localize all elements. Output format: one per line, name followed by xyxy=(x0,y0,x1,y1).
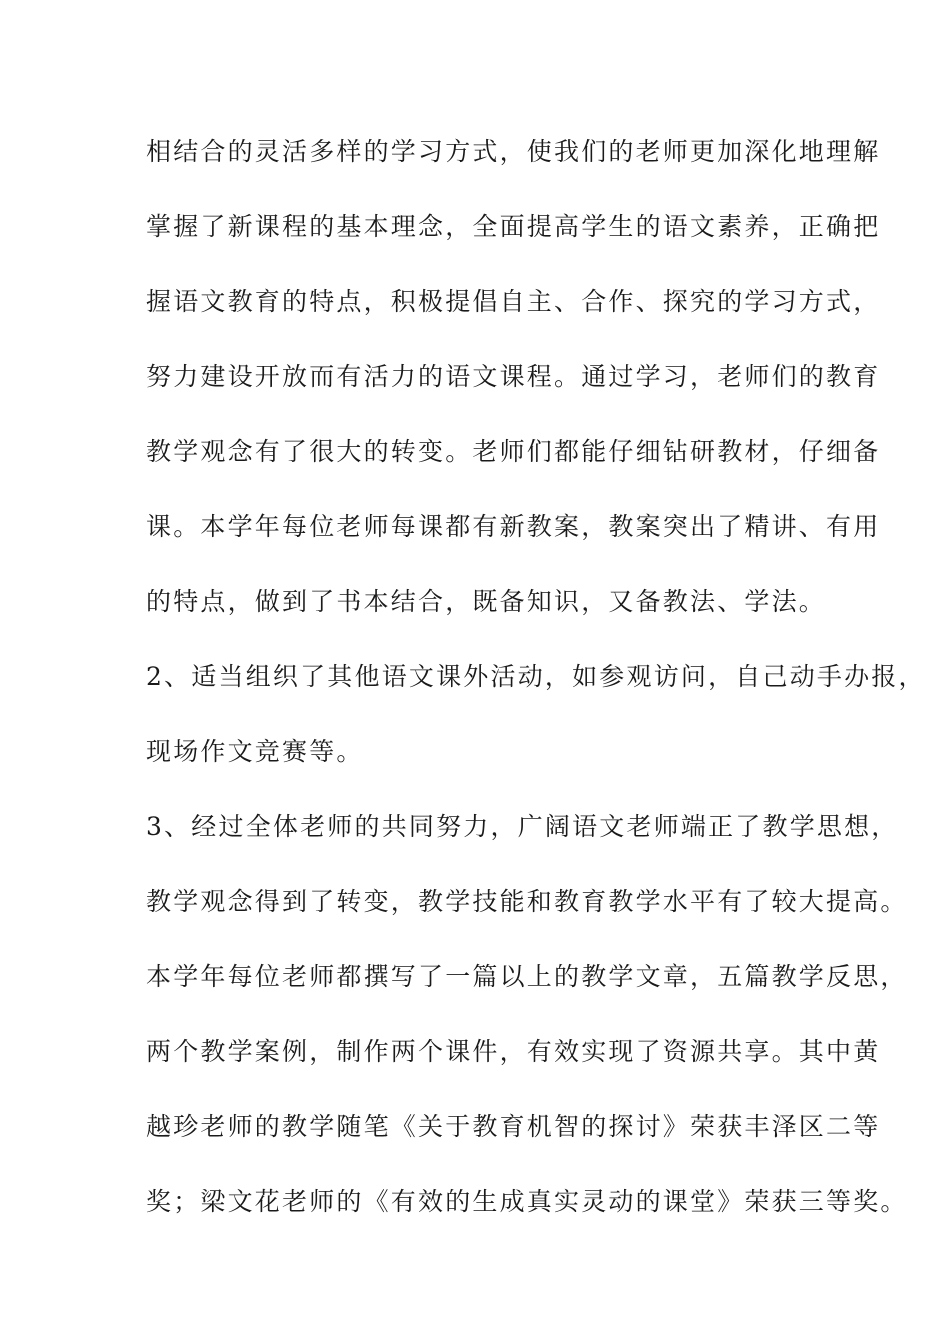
paragraph-line: 握语文教育的特点，积极提倡自主、合作、探究的学习方式， xyxy=(146,287,881,316)
paragraph-line: 课。本学年每位老师每课都有新教案，教案突出了精讲、有用 xyxy=(146,512,881,541)
paragraph-line: 越珍老师的教学随笔《关于教育机智的探讨》荣获丰泽区二等 xyxy=(146,1112,881,1141)
paragraph-line: 教学观念有了很大的转变。老师们都能仔细钻研教材，仔细备 xyxy=(146,437,881,466)
paragraph-line: 相结合的灵活多样的学习方式，使我们的老师更加深化地理解 xyxy=(146,137,881,166)
paragraph-line: 努力建设开放而有活力的语文课程。通过学习，老师们的教育 xyxy=(146,362,881,391)
paragraph-line: 教学观念得到了转变，教学技能和教育教学水平有了较大提高。 xyxy=(146,887,908,916)
paragraph-line: 本学年每位老师都撰写了一篇以上的教学文章，五篇教学反思， xyxy=(146,962,908,991)
paragraph-line: 奖；梁文花老师的《有效的生成真实灵动的课堂》荣获三等奖。 xyxy=(146,1187,908,1216)
paragraph-line: 掌握了新课程的基本理念，全面提高学生的语文素养，正确把 xyxy=(146,212,881,241)
paragraph-line: 2、适当组织了其他语文课外活动，如参观访问，自己动手办报， xyxy=(146,662,926,691)
paragraph-line: 现场作文竞赛等。 xyxy=(146,737,364,766)
paragraph-line: 两个教学案例，制作两个课件，有效实现了资源共享。其中黄 xyxy=(146,1037,881,1066)
paragraph-line: 3、经过全体老师的共同努力，广阔语文老师端正了教学思想， xyxy=(146,812,899,841)
paragraph-line: 的特点，做到了书本结合，既备知识，又备教法、学法。 xyxy=(146,587,827,616)
